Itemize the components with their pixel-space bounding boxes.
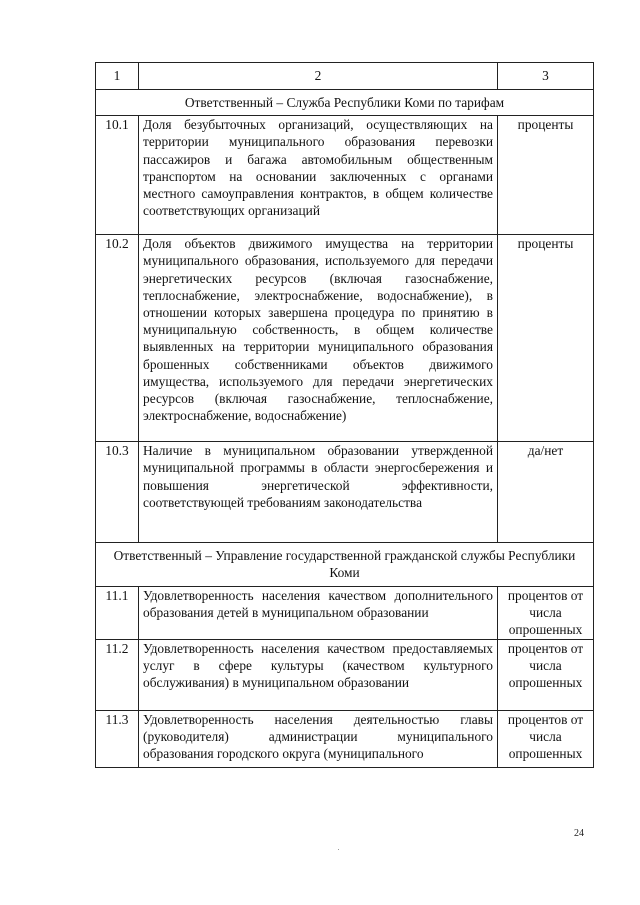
row-text: Доля безубыточных организаций, осуществляющих на территории муниципального образования перевозки пассажиров и багажа автомобильным общественным транспортом на основании заключенных с органами местного самоуправления контрактов, в общем количестве соответствующих организаций — [139, 116, 498, 235]
table-row — [96, 442, 594, 543]
row-text: Наличие в муниципальном образовании утвержденной муниципальной программы в области энергосбережения и повышения энергетической эффективности, соответствующей требованиям законодательства — [139, 442, 498, 543]
row-number: 11.2 — [96, 639, 139, 710]
section-row-tariffs — [96, 90, 594, 116]
row-unit: процентов от числа опрошенных — [498, 710, 594, 767]
table-row — [96, 116, 594, 235]
indicators-table — [95, 62, 594, 768]
header-col-3: 3 — [498, 63, 594, 90]
row-text: Удовлетворенность населения качеством дополнительного образования детей в муниципальном образовании — [139, 586, 498, 639]
table-row — [96, 586, 594, 639]
section-title: Ответственный – Служба Республики Коми по тарифам — [96, 90, 594, 116]
row-unit: процентов от числа опрошенных — [498, 639, 594, 710]
table-row — [96, 710, 594, 767]
row-text: Удовлетворенность населения качеством предоставляемых услуг в сфере культуры (качеством культурного обслуживания) в муниципальном образовании — [139, 639, 498, 710]
row-number: 10.3 — [96, 442, 139, 543]
row-unit: проценты — [498, 235, 594, 442]
row-number: 10.1 — [96, 116, 139, 235]
section-row-civil-service — [96, 543, 594, 586]
table-row — [96, 235, 594, 442]
row-number: 11.1 — [96, 586, 139, 639]
scan-artifact — [338, 849, 339, 850]
page-number: 24 — [574, 828, 584, 839]
row-number: 10.2 — [96, 235, 139, 442]
row-unit: да/нет — [498, 442, 594, 543]
row-number: 11.3 — [96, 710, 139, 767]
header-col-2: 2 — [139, 63, 498, 90]
row-text: Доля объектов движимого имущества на территории муниципального образования, используемого для передачи энергетических ресурсов (включая газоснабжение, теплоснабжение, электроснабжение, водоснабжение), в отношении которых завершена процедура по принятию в муниципальную собственность, в общем количестве выявленных на территории муниципального образования брошенных собственниками объектов движимого имущества, используемого для передачи энергетических ресурсов (включая газоснабжение, теплоснабжение, электроснабжение, водоснабжение) — [139, 235, 498, 442]
header-col-1: 1 — [96, 63, 139, 90]
row-unit: процентов от числа опрошенных — [498, 586, 594, 639]
row-unit: проценты — [498, 116, 594, 235]
row-text: Удовлетворенность населения деятельностью главы (руководителя) администрации муниципального образования городского округа (муниципального — [139, 710, 498, 767]
section-title: Ответственный – Управление государственной гражданской службы Республики Коми — [96, 543, 594, 586]
table-row — [96, 639, 594, 710]
table-header-row — [96, 63, 594, 90]
